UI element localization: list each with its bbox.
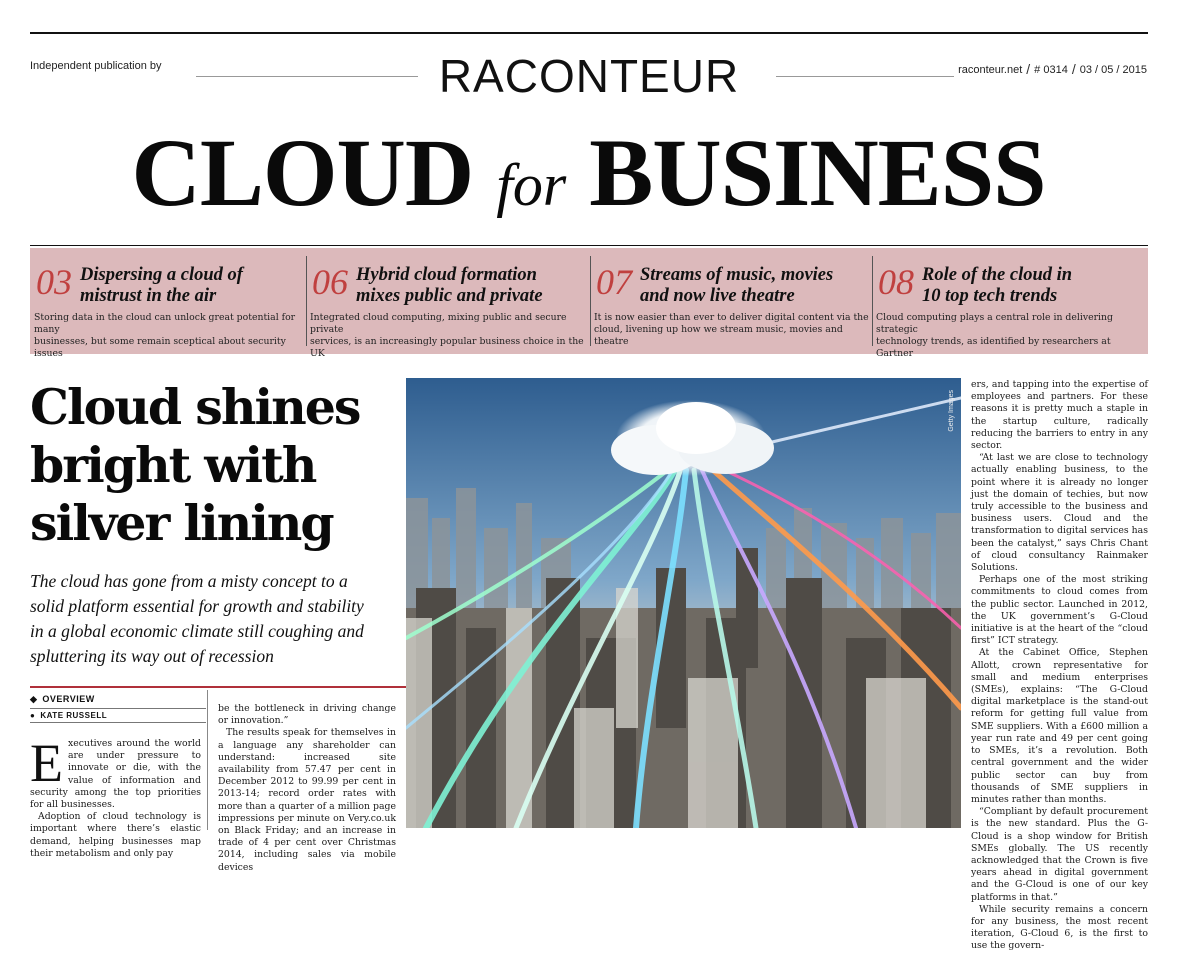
feature-divider (872, 256, 873, 346)
drop-cap: E (30, 733, 63, 793)
feature-description: Storing data in the cloud can unlock great potential for many businesses, but some remain sceptical about security issues (34, 312, 296, 359)
feature-headline: Hybrid cloud formation mixes public and private (356, 265, 543, 306)
issue-number: # 0314 (1034, 64, 1068, 76)
feature-item[interactable] (590, 248, 870, 354)
feature-headline: Role of the cloud in 10 top tech trends (922, 265, 1073, 306)
feature-description: It is now easier than ever to deliver digital content via the cloud, livening up how we stream music, movies and theatre (594, 312, 869, 347)
header-rule-right (776, 76, 954, 77)
column-divider (207, 690, 208, 830)
contents-band (30, 248, 1148, 359)
article-column-3: ers, and tapping into the expertise of employees and partners. For these reasons it is pretty much a staple in the startup culture, radically reducing the barriers to entry in any sector. “At last we are close to technology actually enabling business, to the point where it is already no longer just the domain of techies, but now truly accessible to the business and business users. Cloud and the transformation to digital services has been the catalyst,” says Chris Chant of cloud consultancy Rainmaker Solutions. Perhaps one of the most striking commitments to cloud comes from the public sector. Launched in 2012, the UK government’s G-Cloud initiative is at the heart of the “cloud first” ICT strategy. At the Cabinet Office, Stephen Allott, crown representative for small and medium enterprises (SMEs), explains: “The G-Cloud digital marketplace is the stand-out reform for getting full value from SME suppliers. With a £600 million a year run rate and 49 per cent going to SMEs, it’s a revolution. Both central government and the wider public sector can buy from thousands of SME suppliers in minutes rather than months. “Compliant by default procurement is the new standard. Plus the G-Cloud is a shop window for British SMEs globally. The US recently acknowledged that the Crown is five years ahead in digital government and the G-Cloud is one of our key platforms in that.” While security remains a concern for any business, the most recent iteration, G-Cloud 6, is the first to use the govern- (971, 379, 1148, 952)
photo-credit: Getty Images (948, 390, 955, 432)
article-standfirst: The cloud has gone from a misty concept to a solid platform essential for growth and stability in a global economic climate still coughing and spluttering its way out of recession (30, 571, 364, 666)
tag-divider (30, 708, 206, 709)
article-headline: Cloud shines bright with silver lining (30, 378, 360, 552)
author-byline[interactable]: ● KATE RUSSELL (30, 711, 108, 720)
diamond-icon: ◆ (30, 694, 38, 704)
feature-page-number: 06 (312, 262, 348, 302)
feature-divider (590, 256, 591, 346)
feature-description: Integrated cloud computing, mixing public and secure private services, is an increasingly popular business choice in the UK (310, 312, 584, 359)
site-link[interactable]: raconteur.net (958, 64, 1023, 76)
issue-date: 03 / 05 / 2015 (1079, 64, 1147, 76)
section-tag[interactable]: ◆ OVERVIEW (30, 694, 95, 704)
title-word-for: for (496, 152, 567, 218)
city-cloud-photo (406, 378, 961, 828)
top-rule (30, 32, 1148, 34)
title-word-business: BUSINESS (589, 119, 1046, 226)
report-title (0, 118, 1177, 240)
section-red-rule (30, 686, 406, 688)
byline-divider (30, 722, 206, 723)
cloud-city-illustration (406, 378, 961, 828)
feature-item[interactable] (306, 248, 590, 359)
feature-description: Cloud computing plays a central role in delivering strategic technology trends, as identified by researchers at Gartner (876, 312, 1113, 359)
issue-info: raconteur.net / # 0314 / 03 / 05 / 2015 (958, 61, 1147, 77)
feature-item[interactable] (30, 248, 304, 359)
feature-page-number: 07 (596, 262, 632, 302)
feature-headline: Streams of music, movies and now live theatre (640, 265, 834, 306)
title-word-cloud: CLOUD (131, 119, 474, 226)
publisher-label: Independent publication by (30, 60, 162, 72)
feature-headline: Dispersing a cloud of mistrust in the air (80, 265, 243, 306)
article-column-1: Executives around the world are under pressure to innovate or die, with the value of information and security among the top priorities for all businesses. Adoption of cloud technology is important where there’s elastic demand, helping businesses map their metabolism and only pay (30, 733, 201, 859)
band-top-rule (30, 245, 1148, 246)
article-column-2: be the bottleneck in driving change or innovation.” The results speak for themselves in a language any shareholder can understand: increased site availability from 57.47 per cent in December 2012 to 99.99 per cent in 2013-14; record order rates with more than a quarter of a million page impressions per minute on Very.co.uk on Black Friday; and an increase in trade of 4 per cent over Christmas 2014, including sales via mobile devices (218, 703, 396, 873)
dot-icon: ● (30, 711, 36, 720)
header-rule-left (196, 76, 418, 77)
feature-page-number: 08 (878, 262, 914, 302)
raconteur-logo[interactable]: RACONTEUR (438, 50, 740, 102)
feature-page-number: 03 (36, 262, 72, 302)
feature-divider (306, 256, 307, 346)
feature-item[interactable] (872, 248, 1148, 359)
